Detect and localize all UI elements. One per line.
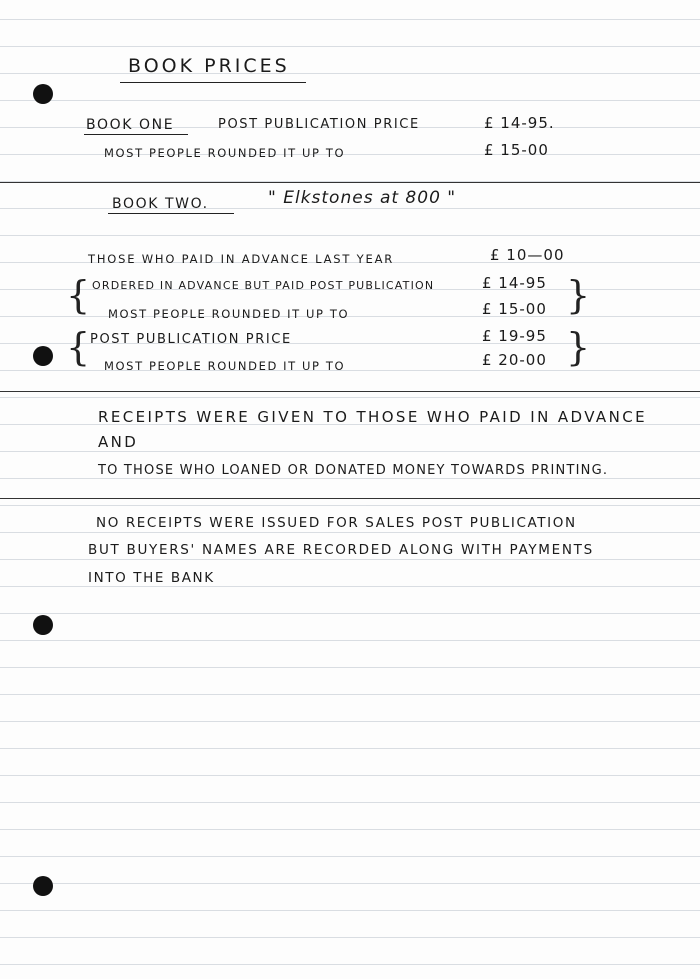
section-divider bbox=[0, 498, 700, 499]
book-two-label: MOST PEOPLE ROUNDED IT UP TO bbox=[104, 359, 346, 373]
receipts-line: AND bbox=[98, 433, 139, 451]
punch-hole bbox=[33, 84, 53, 104]
no-receipts-line: INTO THE BANK bbox=[88, 570, 215, 586]
punch-hole bbox=[33, 615, 53, 635]
title-underline bbox=[120, 82, 306, 83]
book-two-underline bbox=[108, 213, 234, 214]
book-two-heading: BOOK TWO. bbox=[112, 196, 209, 212]
book-two-label: ORDERED IN ADVANCE BUT PAID POST PUBLICATION bbox=[92, 279, 435, 292]
bracket-right: } bbox=[566, 273, 591, 317]
punch-hole bbox=[33, 346, 53, 366]
receipts-line: RECEIPTS WERE GIVEN TO THOSE WHO PAID IN ADVANCE bbox=[98, 408, 647, 426]
book-one-heading: BOOK ONE bbox=[86, 117, 175, 133]
book-one-underline bbox=[84, 134, 188, 135]
book-two-price: £ 19-95 bbox=[482, 327, 547, 345]
bracket-right: } bbox=[566, 325, 591, 369]
book-two-subtitle: " Elkstones at 800 " bbox=[268, 188, 457, 208]
bracket-left: { bbox=[66, 325, 91, 369]
book-one-price: £ 14-95. bbox=[484, 114, 555, 132]
book-two-price: £ 20-00 bbox=[482, 351, 547, 369]
section-divider bbox=[0, 391, 700, 392]
book-two-label: THOSE WHO PAID IN ADVANCE LAST YEAR bbox=[88, 252, 395, 266]
book-two-price: £ 15-00 bbox=[482, 300, 547, 318]
book-one-label: POST PUBLICATION PRICE bbox=[218, 117, 420, 132]
book-two-price: £ 10—00 bbox=[490, 246, 565, 264]
book-two-label: POST PUBLICATION PRICE bbox=[90, 332, 292, 347]
page-title: BOOK PRICES bbox=[128, 55, 290, 77]
bracket-left: { bbox=[66, 273, 91, 317]
punch-hole bbox=[33, 876, 53, 896]
section-divider bbox=[0, 182, 700, 183]
receipts-line: TO THOSE WHO LOANED OR DONATED MONEY TOWARDS PRINTING. bbox=[98, 463, 609, 478]
book-two-price: £ 14-95 bbox=[482, 274, 547, 292]
book-one-price: £ 15-00 bbox=[484, 141, 549, 159]
book-two-label: MOST PEOPLE ROUNDED IT UP TO bbox=[108, 307, 350, 321]
no-receipts-line: BUT BUYERS' NAMES ARE RECORDED ALONG WITH PAYMENTS bbox=[88, 542, 594, 558]
book-one-label: MOST PEOPLE ROUNDED IT UP TO bbox=[104, 146, 346, 160]
no-receipts-line: NO RECEIPTS WERE ISSUED FOR SALES POST PUBLICATION bbox=[96, 515, 577, 531]
